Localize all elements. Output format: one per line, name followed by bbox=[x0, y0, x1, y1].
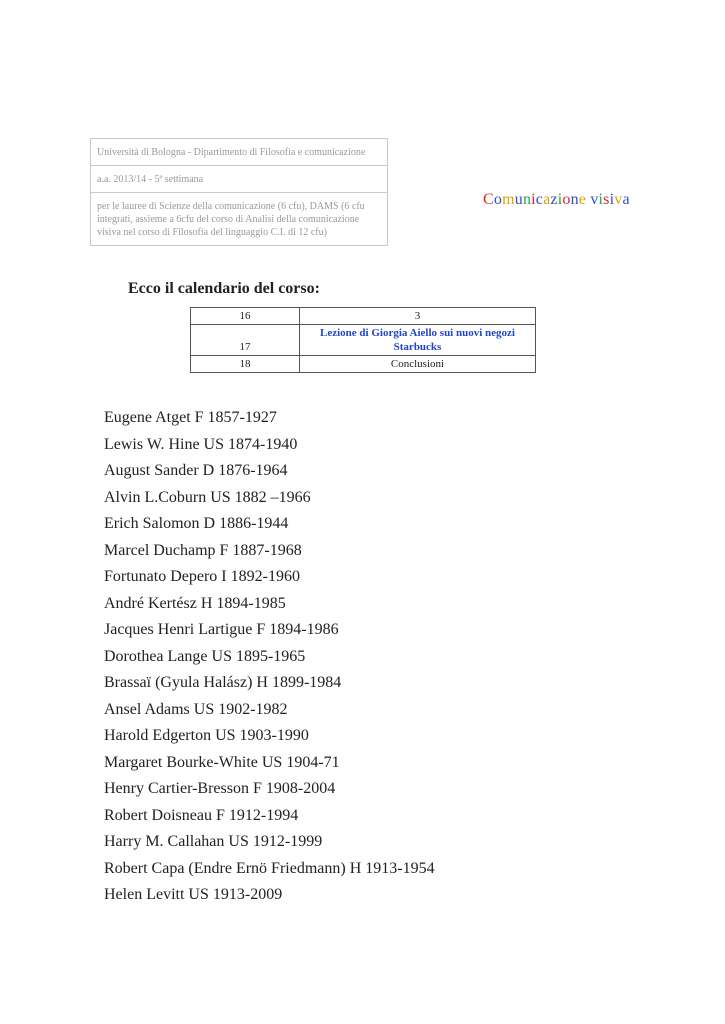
title-letter: i bbox=[598, 191, 604, 208]
title-letter: c bbox=[535, 191, 544, 208]
title-letter: v bbox=[614, 191, 623, 208]
degree-description-text: per le lauree di Scienze della comunicazione (6 cfu), DAMS (6 cfu integrati, assieme a 6cfu del corso di Analisi della comunicazione visiva nel corso di Filosofia del linguaggio C.I. di 12 cfu) bbox=[97, 201, 365, 238]
header-box bbox=[90, 138, 388, 246]
list-item: Helen Levitt US 1913-2009 bbox=[104, 886, 283, 903]
title-letter: z bbox=[550, 191, 558, 208]
topic-cell: 3 bbox=[300, 308, 536, 325]
list-item: Fortunato Depero I 1892-1960 bbox=[104, 568, 300, 585]
week-cell: 17 bbox=[191, 325, 300, 356]
table-row bbox=[191, 308, 536, 325]
title-letter: i bbox=[557, 191, 563, 208]
title-letter: e bbox=[578, 191, 587, 208]
calendar-table bbox=[190, 307, 536, 373]
topic-cell: Conclusioni bbox=[300, 356, 536, 373]
topic-cell: Lezione di Giorgia Aiello sui nuovi negozi Starbucks bbox=[300, 325, 536, 356]
list-item: Lewis W. Hine US 1874-1940 bbox=[104, 435, 298, 453]
week-cell: 18 bbox=[191, 356, 300, 373]
title-letter: n bbox=[522, 191, 532, 208]
title-letter: a bbox=[543, 191, 551, 208]
list-item: Robert Capa (Endre Ernö Friedmann) H 1913-1954 bbox=[104, 859, 435, 877]
list-item: Erich Salomon D 1886-1944 bbox=[104, 515, 289, 532]
course-title bbox=[483, 191, 630, 209]
photographer-list bbox=[104, 405, 435, 909]
list-item: Eugene Atget F 1857-1927 bbox=[104, 409, 277, 426]
list-item: Ansel Adams US 1902-1982 bbox=[104, 700, 288, 718]
calendar-intro-heading: Ecco il calendario del corso: bbox=[128, 280, 320, 297]
list-item: Brassaï (Gyula Halász) H 1899-1984 bbox=[104, 674, 342, 691]
list-item: Dorothea Lange US 1895-1965 bbox=[104, 647, 306, 665]
week-cell: 16 bbox=[191, 308, 300, 325]
title-letter: n bbox=[570, 191, 579, 208]
list-item: Henry Cartier-Bresson F 1908-2004 bbox=[104, 780, 336, 797]
academic-year-text: a.a. 2013/14 - 5ª settimana bbox=[91, 166, 387, 193]
title-letter: m bbox=[502, 191, 515, 208]
title-letter: C bbox=[483, 191, 494, 208]
title-letter: o bbox=[493, 191, 503, 208]
institution-text: Università di Bologna - Dipartimento di Filosofia e comunicazione bbox=[91, 139, 387, 166]
title-letter: i bbox=[531, 191, 536, 208]
title-letter: u bbox=[514, 191, 523, 208]
table-row bbox=[191, 356, 536, 373]
title-letter: a bbox=[622, 191, 630, 208]
list-item: Jacques Henri Lartigue F 1894-1986 bbox=[104, 621, 339, 638]
title-letter: o bbox=[562, 191, 571, 208]
list-item: Robert Doisneau F 1912-1994 bbox=[104, 806, 299, 824]
list-item: André Kertész H 1894-1985 bbox=[104, 594, 286, 612]
list-item: Marcel Duchamp F 1887-1968 bbox=[104, 541, 302, 559]
list-item: Harold Edgerton US 1903-1990 bbox=[104, 727, 309, 744]
title-letter: i bbox=[609, 191, 615, 208]
title-letter: s bbox=[603, 191, 610, 208]
list-item: August Sander D 1876-1964 bbox=[104, 462, 288, 479]
title-letter: v bbox=[590, 191, 599, 208]
list-item: Harry M. Callahan US 1912-1999 bbox=[104, 833, 323, 850]
list-item: Margaret Bourke-White US 1904-71 bbox=[104, 753, 340, 771]
table-row bbox=[191, 325, 536, 356]
list-item: Alvin L.Coburn US 1882 –1966 bbox=[104, 488, 311, 506]
